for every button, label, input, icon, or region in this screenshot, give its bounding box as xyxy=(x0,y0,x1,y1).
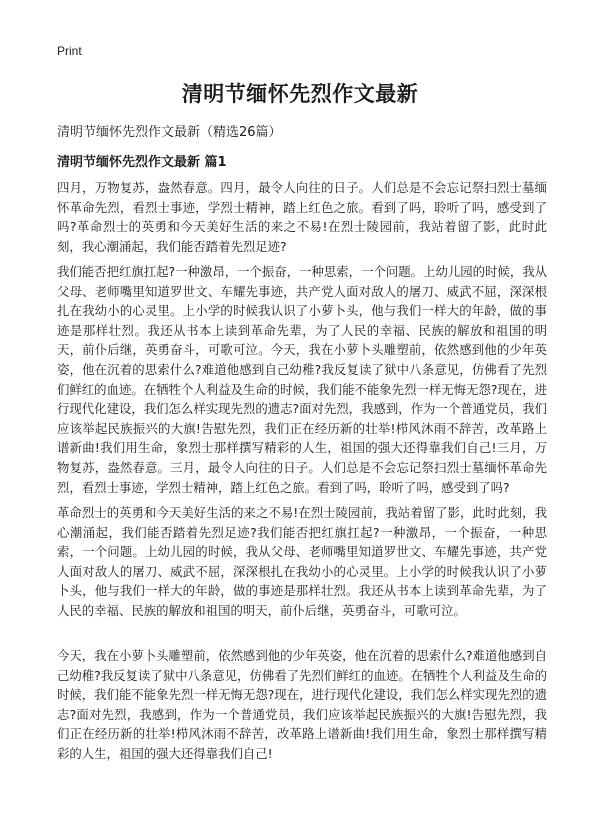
body-paragraph: 革命烈士的英勇和今天美好生活的来之不易!在烈士陵园前，我站着留了影，此时此刻，我心潮涌起，我们能否踏着先烈足迹?我们能否把红旗扛起?一种激昂，一个振奋，一种思索，一个问题。上幼儿园的时候，我从父母、老师嘴里知道罗世文、车耀先事迹，共产党人面对敌人的屠刀、威武不屈，深深根扎在我幼小的心灵里。上小学的时候我认识了小萝卜头，他与我们一样大的年龄，做的事迹是那样壮烈。我还从书本上读到革命先辈，为了人民的幸福、民族的解放和祖国的明天，前仆后继，英勇奋斗，可歌可泣。 xyxy=(57,505,547,618)
document-subtitle: 清明节缅怀先烈作文最新（精选26篇） xyxy=(57,125,282,140)
section-heading: 清明节缅怀先烈作文最新 篇1 xyxy=(57,155,227,170)
print-link[interactable]: Print xyxy=(57,44,82,58)
body-paragraph: 四月，万物复苏，盎然春意。四月，最令人向往的日子。人们总是不会忘记祭扫烈士墓缅怀革命先烈，看烈士事迹，学烈士精神，踏上红色之旅。看到了吗，聆听了吗，感受到了吗?革命烈士的英勇和今天美好生活的来之不易!在烈士陵园前，我站着留了影，此时此刻，我心潮涌起，我们能否踏着先烈足迹? xyxy=(57,180,547,254)
body-paragraph: 今天，我在小萝卜头雕塑前，依然感到他的少年英姿，他在沉着的思索什么?难道他感到自己幼稚?我反复读了狱中八条意见，仿佛看了先烈们鲜红的血迹。在牺牲个人利益及生命的时候，我们能不能象先烈一样无悔无怨?现在，进行现代化建设，我们怎么样实现先烈的遗志?面对先烈，我感到，作为一个普通党员，我们应该举起民族振兴的大旗!告慰先烈，我们正在经历新的壮举!栉风沐雨不辞苦，改革路上谱新曲!我们用生命，象烈士那样撰写精彩的人生，祖国的强大还得靠我们自己! xyxy=(57,648,547,761)
page-title: 清明节缅怀先烈作文最新 xyxy=(181,82,419,106)
body-paragraph: 我们能否把红旗扛起?一种激昂，一个振奋，一种思索，一个问题。上幼儿园的时候，我从父母、老师嘴里知道罗世文、车耀先事迹，共产党人面对敌人的屠刀、威武不屈，深深根扎在我幼小的心灵里。上小学的时候我认识了小萝卜头，他与我们一样大的年龄，做的事迹是那样壮烈。我还从书本上读到革命先辈，为了人民的幸福、民族的解放和祖国的明天，前仆后继，英勇奋斗，可歌可泣。今天，我在小萝卜头雕塑前，依然感到他的少年英姿，他在沉着的思索什么?难道他感到自己幼稚?我反复读了狱中八条意见，仿佛看了先烈们鲜红的血迹。在牺牲个人利益及生命的时候，我们能不能象先烈一样无悔无怨?现在，进行现代化建设，我们怎么样实现先烈的遗志?面对先烈，我感到，作为一个普通党员，我们应该举起民族振兴的大旗!告慰先烈，我们正在经历新的壮举!栉风沐雨不辞苦，改革路上谱新曲!我们用生命，象烈士那样撰写精彩的人生，祖国的强大还得靠我们自己!三月，万物复苏，盎然春意。三月，最令人向往的日子。人们总是不会忘记祭扫烈士墓缅怀革命先烈，看烈士事迹，学烈士精神，踏上红色之旅。看到了吗，聆听了吗，感受到了吗? xyxy=(57,264,547,495)
